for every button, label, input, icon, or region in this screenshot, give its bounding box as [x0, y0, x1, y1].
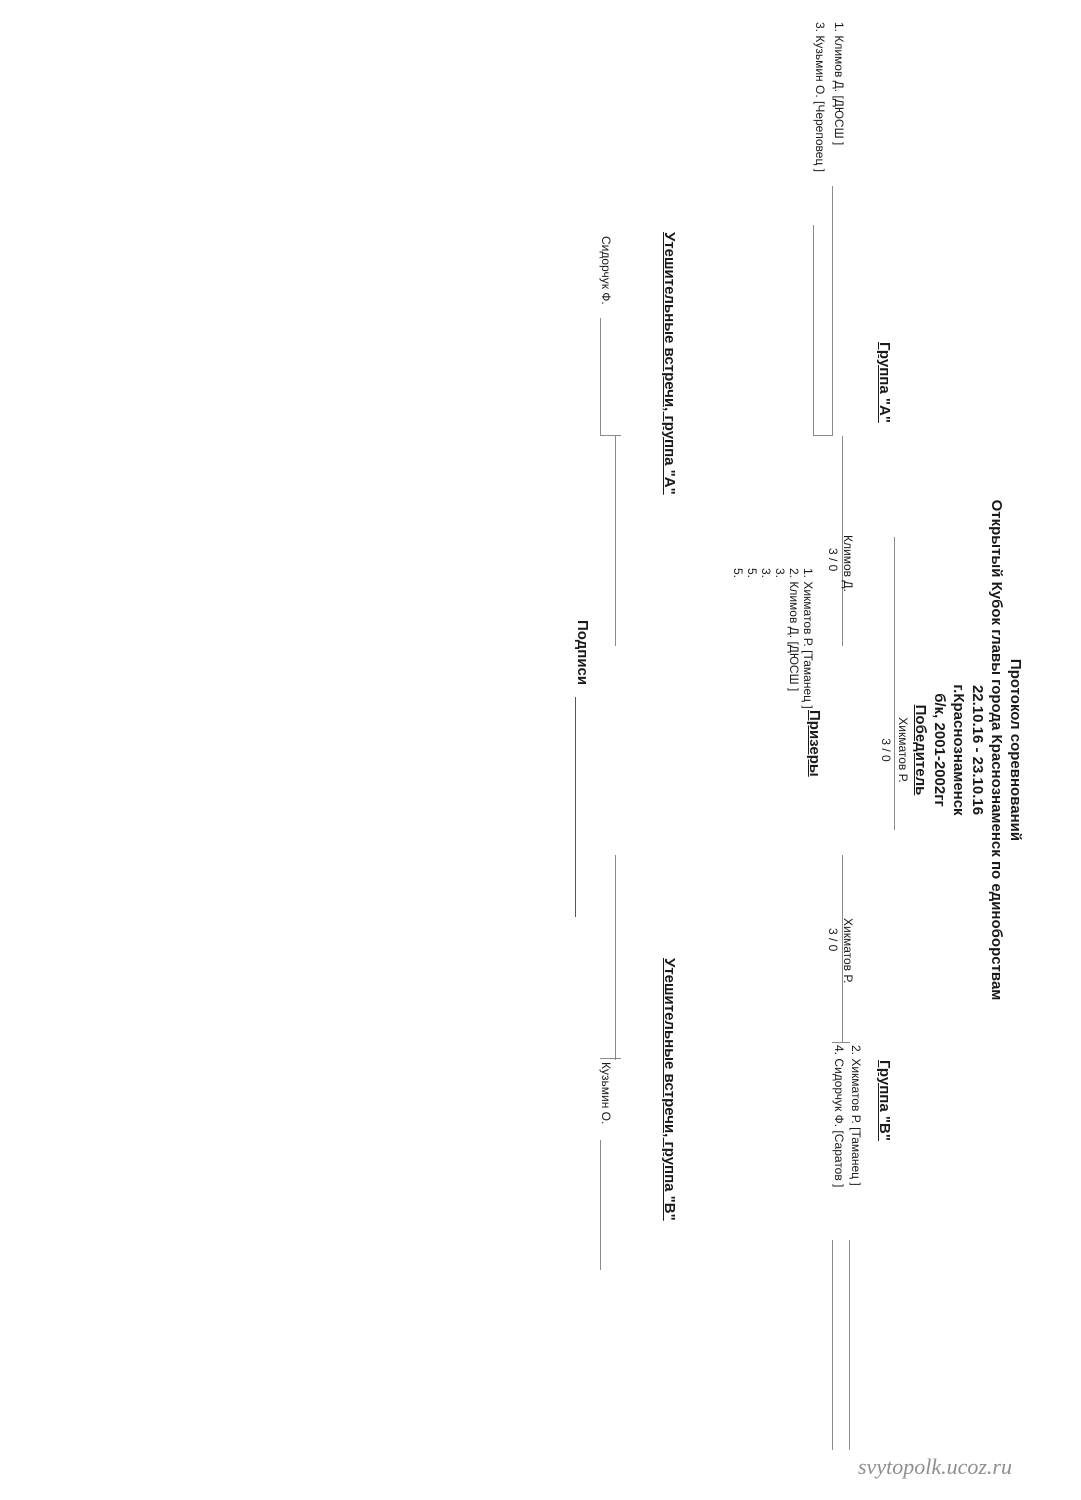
group-a-entry-2: 3. Кузьмин О. [Череповец ] — [813, 22, 827, 172]
watermark: svytopolk.ucoz.ru — [858, 1454, 1012, 1479]
consolation-b-entry: Кузьмин О. — [599, 1062, 613, 1125]
group-b-winner-name: Хикматов Р. — [841, 918, 855, 984]
consolation-b-winner-line — [615, 855, 616, 1060]
group-b-line-1 — [849, 1240, 850, 1450]
group-a-entry-1: 1. Климов Д. [ДЮСШ ] — [832, 22, 846, 146]
consolation-a-winner-line — [615, 436, 616, 646]
group-a-winner-score: 3 / 0 — [826, 548, 840, 572]
consolation-a-title: Утешительные встречи, группа "А" — [661, 232, 678, 495]
group-b-title: Группа "В" — [876, 1060, 893, 1141]
prize-1: 1. Хикматов Р. [Таманец ] — [801, 568, 815, 709]
prize-5b: 5. — [731, 568, 745, 579]
group-a-winner-name: Климов Д. — [841, 535, 855, 592]
consolation-b-bracket — [600, 1058, 621, 1059]
prizes-title: Призеры — [806, 710, 823, 777]
signatures-label: Подписи — [574, 620, 591, 686]
group-b-line-2 — [832, 1240, 833, 1450]
group-a-line-1 — [832, 186, 833, 436]
signature-line — [575, 697, 576, 917]
prize-5a: 5. — [745, 568, 759, 579]
event-title: Открытый Кубок главы города Краснознаменск по единоборствам — [988, 499, 1005, 1001]
final-winner-line — [894, 537, 895, 830]
winner-label: Победитель — [912, 704, 929, 796]
group-a-title: Группа "А" — [876, 342, 893, 423]
group-b-bracket — [832, 1042, 850, 1043]
group-b-winner-score: 3 / 0 — [826, 928, 840, 952]
document-title: Протокол соревнований — [1007, 658, 1024, 842]
consolation-a-line — [600, 318, 601, 436]
consolation-a-entry: Сидорчук Ф. — [599, 236, 613, 305]
group-a-bracket — [813, 435, 833, 436]
event-city: г.Краснознаменск — [950, 684, 967, 816]
consolation-a-bracket — [600, 435, 621, 436]
prize-2: 2. Климов Д. [ДЮСШ ] — [787, 568, 801, 692]
age-category: б/к, 2001-2002гг — [931, 693, 948, 807]
group-b-entry-2: 4. Сидорчук Ф. [Саратов ] — [832, 1045, 846, 1188]
prize-3a: 3. — [773, 568, 787, 579]
final-winner-name: Хикматов Р. — [896, 717, 910, 783]
consolation-b-title: Утешительные встречи, группа "В" — [661, 958, 678, 1221]
prize-3b: 3. — [759, 568, 773, 579]
event-dates: 22.10.16 - 23.10.16 — [969, 684, 986, 816]
group-b-entry-1: 2. Хикматов Р. [Таманец ] — [849, 1045, 863, 1186]
consolation-b-line — [600, 1140, 601, 1270]
group-a-line-2 — [813, 225, 814, 436]
final-score: 3 / 0 — [879, 738, 893, 762]
